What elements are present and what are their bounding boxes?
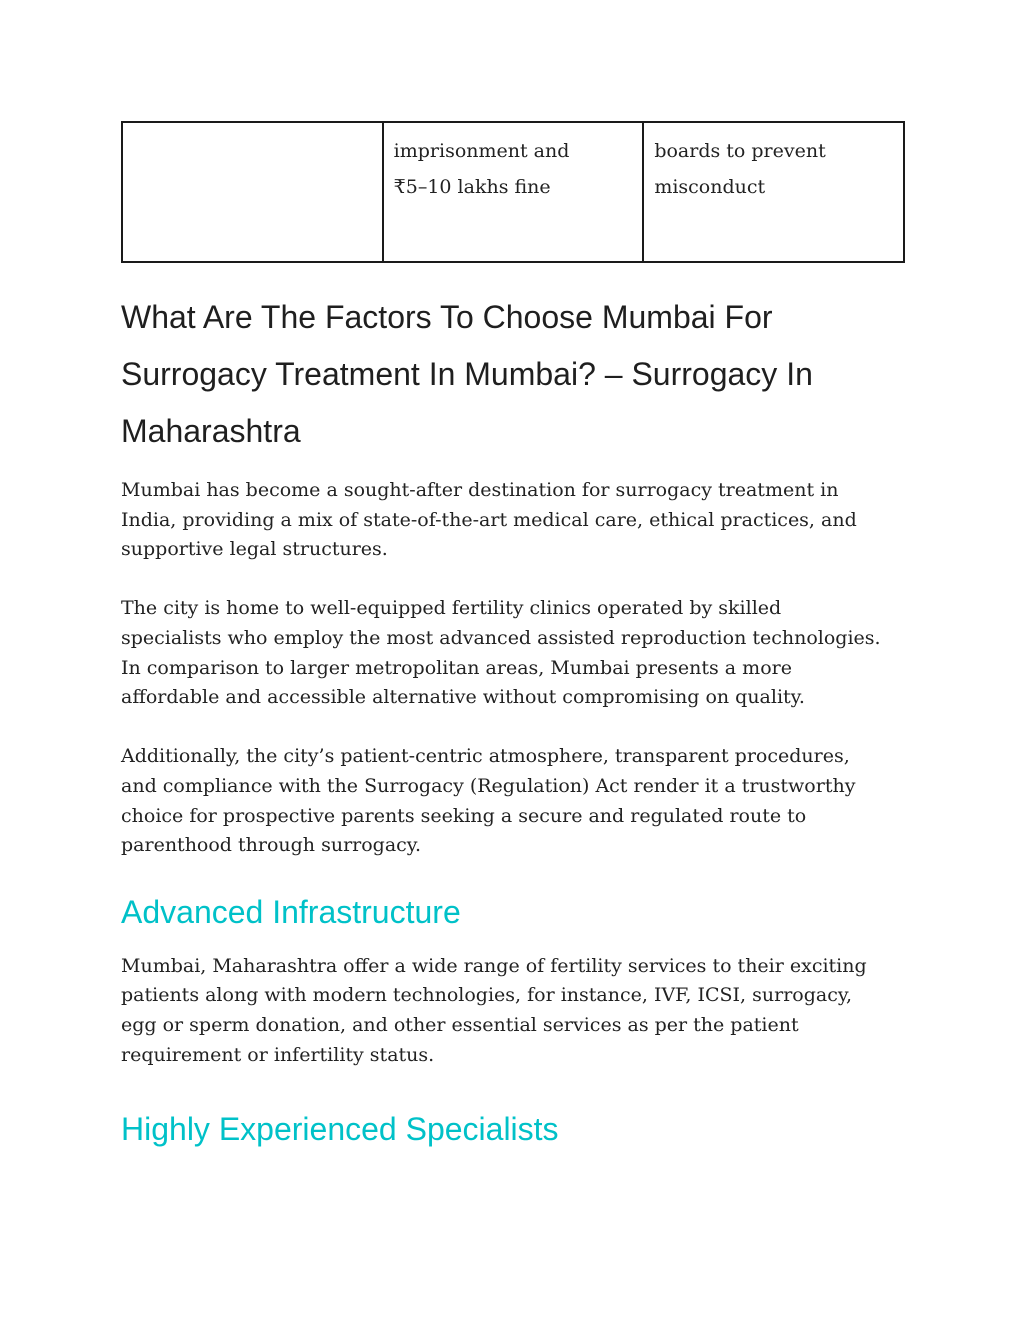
paragraph-line: The city is home to well-equipped fertility clinics operated by skilled bbox=[121, 597, 782, 620]
main-heading-line: Surrogacy Treatment In Mumbai? – Surrogacy In bbox=[121, 356, 813, 392]
document-page bbox=[121, 121, 905, 1149]
paragraph-line: supportive legal structures. bbox=[121, 538, 388, 561]
paragraph-line: choice for prospective parents seeking a secure and regulated route to bbox=[121, 804, 807, 827]
table-cell-line: ₹5–10 lakhs fine bbox=[393, 176, 551, 198]
paragraph-line: Mumbai has become a sought-after destination for surrogacy treatment in bbox=[121, 479, 839, 501]
paragraph-line: In comparison to larger metropolitan areas, Mumbai presents a more bbox=[121, 656, 792, 679]
paragraph-line: affordable and accessible alternative without compromising on quality. bbox=[121, 686, 805, 709]
paragraph-line: parenthood through surrogacy. bbox=[121, 834, 422, 857]
table-cell-line: misconduct bbox=[654, 176, 766, 198]
table-cell-line: imprisonment and bbox=[393, 140, 570, 162]
intro-paragraph bbox=[121, 742, 905, 860]
section-heading-advanced-infrastructure: Advanced Infrastructure bbox=[121, 893, 461, 930]
main-heading-line: What Are The Factors To Choose Mumbai For bbox=[121, 299, 773, 335]
table-cell bbox=[122, 122, 383, 262]
paragraph-line: specialists who employ the most advanced assisted reproduction technologies. bbox=[121, 626, 881, 649]
paragraph-line: patients along with modern technologies, for instance, IVF, ICSI, surrogacy, bbox=[121, 984, 853, 1007]
paragraph-line: requirement or infertility status. bbox=[121, 1043, 435, 1066]
paragraph-line: egg or sperm donation, and other essential services as per the patient bbox=[121, 1013, 799, 1036]
paragraph-line: India, providing a mix of state-of-the-art medical care, ethical practices, and bbox=[121, 508, 857, 531]
table-cell bbox=[643, 122, 904, 262]
paragraph-line: Additionally, the city’s patient-centric atmosphere, transparent procedures, bbox=[121, 745, 850, 768]
section-paragraph bbox=[121, 952, 905, 1070]
table-cell-line: boards to prevent bbox=[654, 140, 826, 162]
intro-paragraph bbox=[121, 594, 905, 712]
intro-paragraph bbox=[121, 476, 905, 565]
continued-table bbox=[121, 121, 905, 263]
paragraph-line: Mumbai, Maharashtra offer a wide range of fertility services to their exciting bbox=[121, 954, 867, 977]
table-cell bbox=[383, 122, 644, 262]
table-row bbox=[122, 122, 904, 262]
section-heading-highly-experienced-specialists: Highly Experienced Specialists bbox=[121, 1111, 559, 1148]
main-heading-line: Maharashtra bbox=[121, 413, 301, 449]
main-heading bbox=[121, 289, 905, 460]
paragraph-line: and compliance with the Surrogacy (Regulation) Act render it a trustworthy bbox=[121, 774, 856, 797]
